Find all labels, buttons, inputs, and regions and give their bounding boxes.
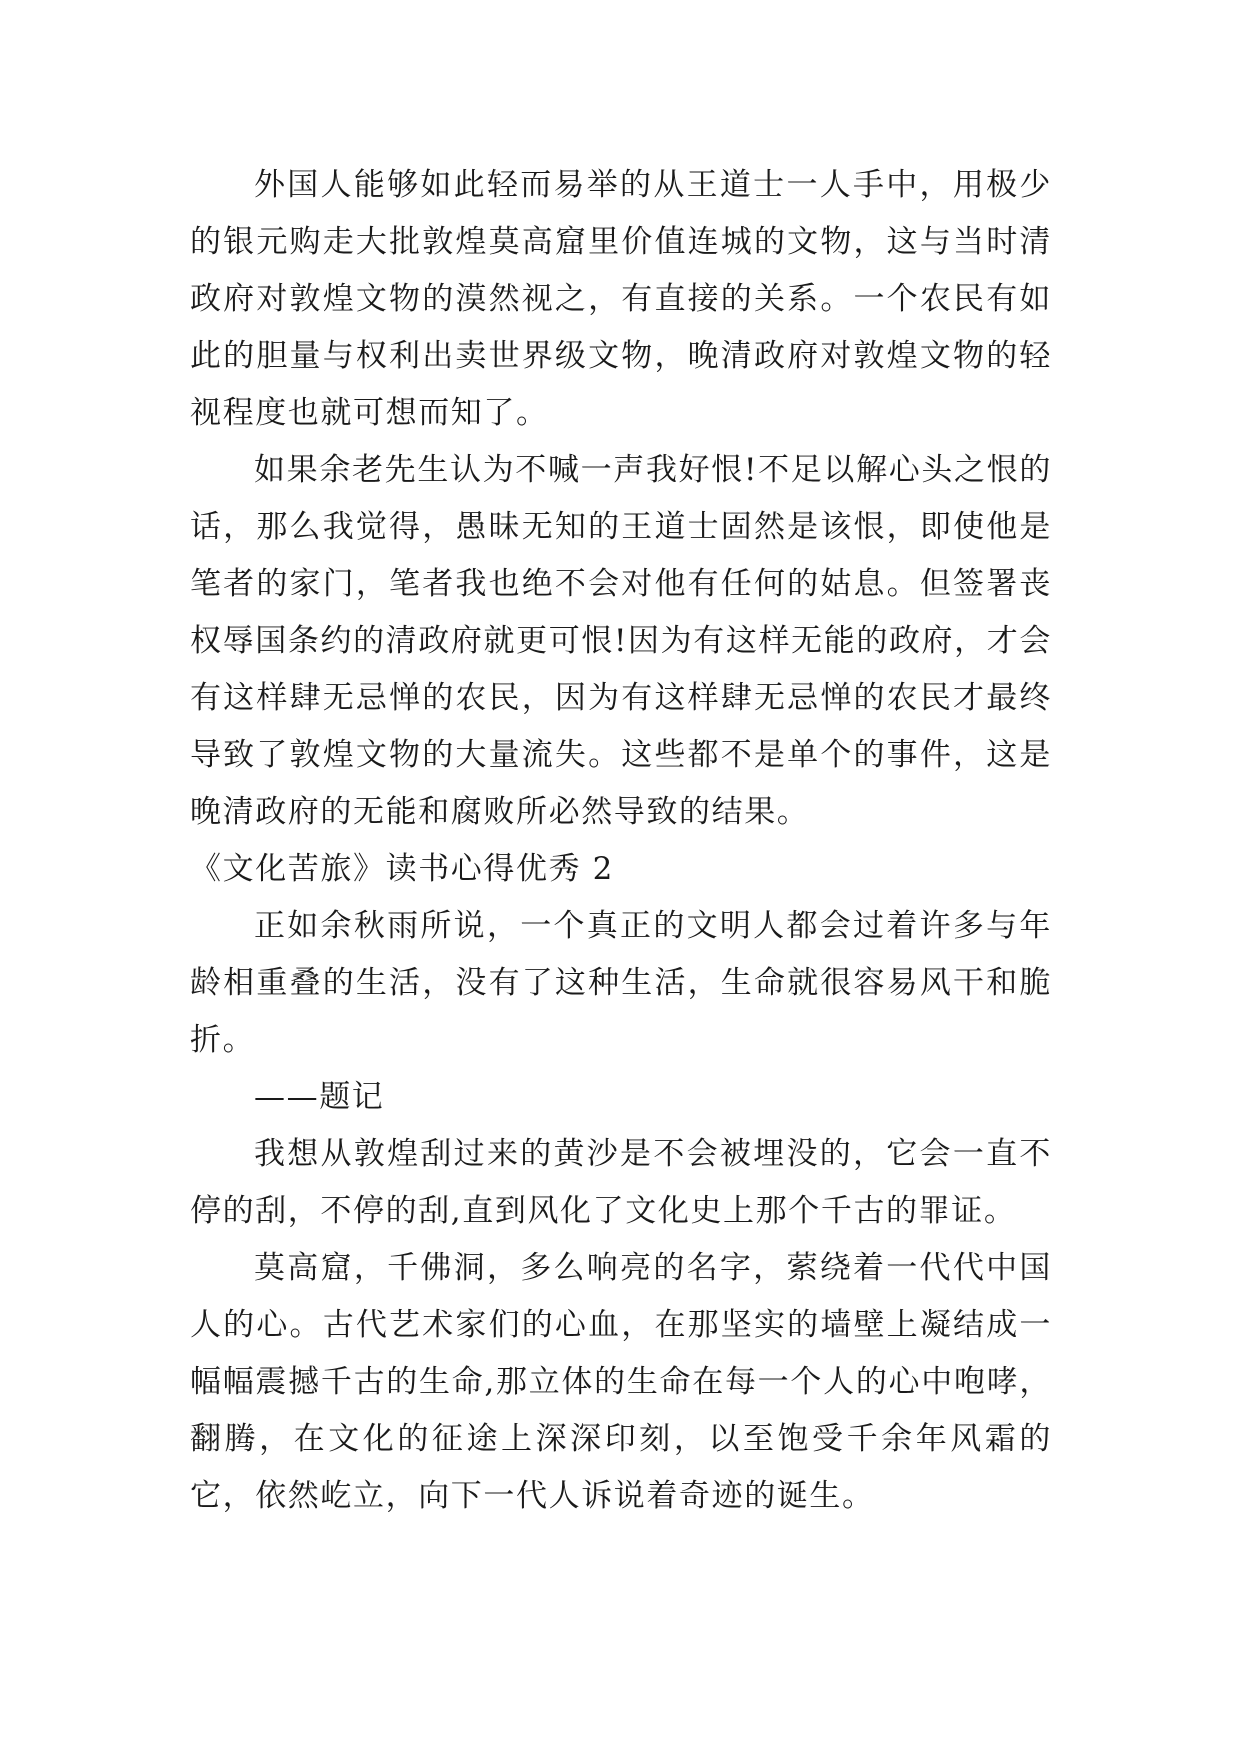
paragraph-epigraph-quote: 正如余秋雨所说，一个真正的文明人都会过着许多与年龄相重叠的生活，没有了这种生活，生命就很容易风干和脆折。 xyxy=(190,908,1052,1058)
document-body xyxy=(190,157,1052,1525)
paragraph-qing-government-to-blame: 如果余老先生认为不喊一声我好恨!不足以解心头之恨的话，那么我觉得，愚昧无知的王道士固然是该恨，即使他是笔者的家门，笔者我也绝不会对他有任何的姑息。但签署丧权辱国条约的清政府就更可恨!因为有这样无能的政府，才会有这样肆无忌惮的农民，因为有这样肆无忌惮的农民才最终导致了敦煌文物的大量流失。这些都不是单个的事件，这是晚清政府的无能和腐败所必然导致的结果。 xyxy=(190,452,1052,830)
paragraph-epigraph-attribution: ——题记 xyxy=(254,1079,385,1115)
paragraph-foreigners-bought-relics: 外国人能够如此轻而易举的从王道士一人手中，用极少的银元购走大批敦煌莫高窟里价值连城的文物，这与当时清政府对敦煌文物的漠然视之，有直接的关系。一个农民有如此的胆量与权利出卖世界级文物，晚清政府对敦煌文物的轻视程度也就可想而知了。 xyxy=(190,167,1052,431)
paragraph-mogao-caves: 莫高窟，千佛洞，多么响亮的名字，萦绕着一代代中国人的心。古代艺术家们的心血，在那坚实的墙壁上凝结成一幅幅震撼千古的生命,那立体的生命在每一个人的心中咆哮，翻腾，在文化的征途上深深印刻，以至饱受千余年风霜的它，依然屹立，向下一代人诉说着奇迹的诞生。 xyxy=(190,1250,1052,1514)
section-title: 《文化苦旅》读书心得优秀 2 xyxy=(190,851,614,887)
paragraph-yellow-sand: 我想从敦煌刮过来的黄沙是不会被埋没的，它会一直不停的刮，不停的刮,直到风化了文化史上那个千古的罪证。 xyxy=(190,1136,1052,1229)
